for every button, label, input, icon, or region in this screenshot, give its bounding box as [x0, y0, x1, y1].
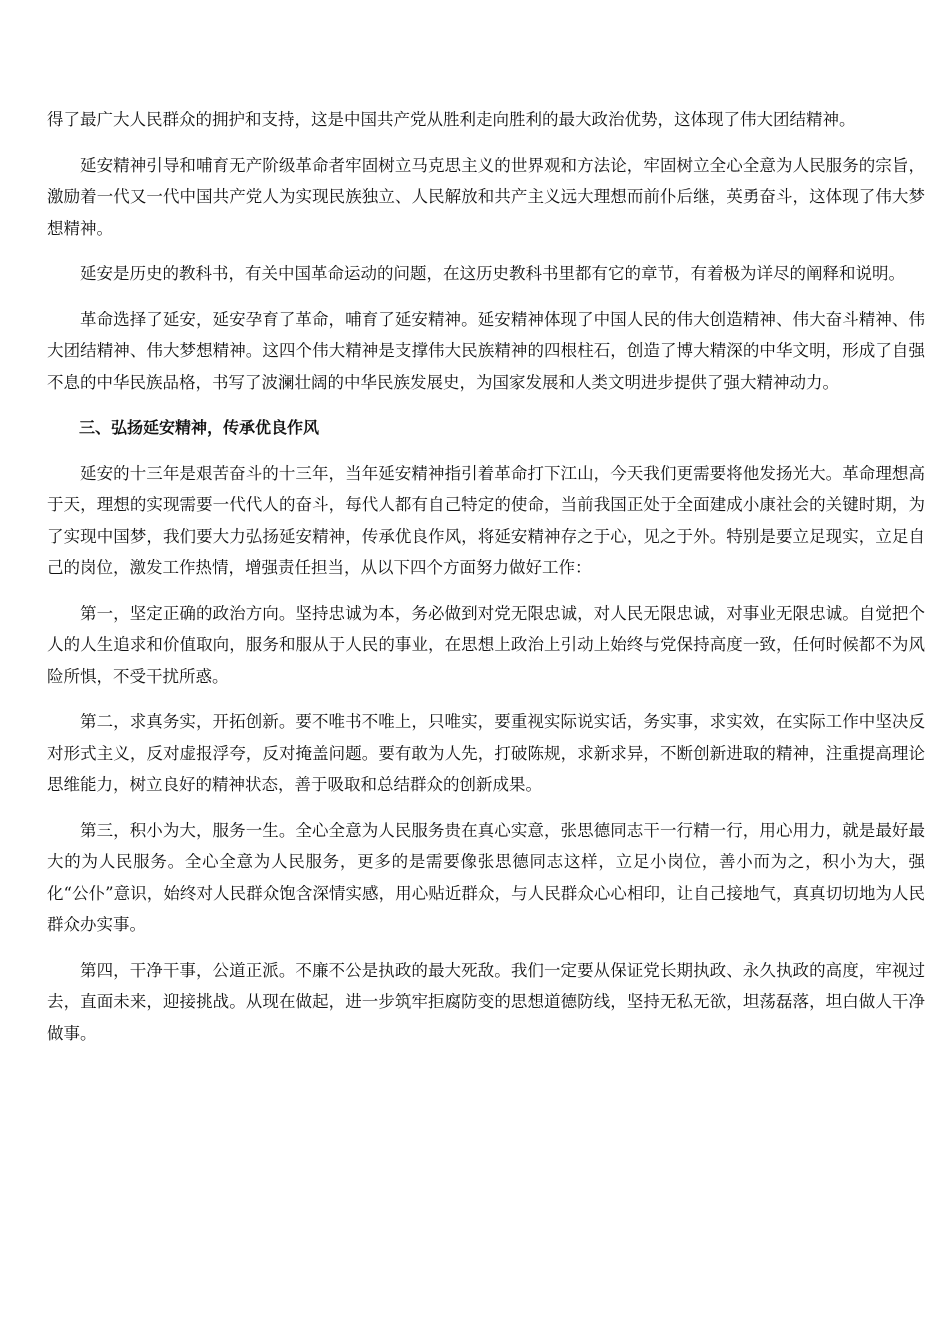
paragraph-point-four: 第四，干净干事，公道正派。不廉不公是执政的最大死敌。我们一定要从保证党长期执政、永久执政的高度，牢视过去，直面未来，迎接挑战。从现在做起，进一步筑牢拒腐防变的思想道德防线，坚持无私无欲，坦荡磊落，坦白做人干净做事。 [47, 960, 925, 1043]
paragraph-point-one: 第一，坚定正确的政治方向。坚持忠诚为本，务必做到对党无限忠诚，对人民无限忠诚，对事业无限忠诚。自觉把个人的人生追求和价值取向，服务和服从于人民的事业，在思想上政治上引动上始终与党保持高度一致，任何时候都不为风险所惧，不受干扰所惑。 [47, 603, 925, 686]
section-heading: 三、弘扬延安精神，传承优良作风 [79, 418, 320, 437]
paragraph-history-textbook: 延安是历史的教科书，有关中国革命运动的问题，在这历史教科书里都有它的章节，有着极为详尽的阐释和说明。 [80, 264, 905, 283]
paragraph-point-three: 第三，积小为大，服务一生。全心全意为人民服务贵在真心实意，张思德同志干一行精一行，用心用力，就是最好最大的为人民服务。全心全意为人民服务，更多的是需要像张思德同志这样，立足小岗位，善小而为之，积小为大，强化“公仆”意识，始终对人民群众饱含深情实感，用心贴近群众，与人民群众心心相印，让自己接地气，真真切切地为人民群众办实事。 [47, 820, 925, 934]
paragraph-dream-spirit: 延安精神引导和哺育无产阶级革命者牢固树立马克思主义的世界观和方法论，牢固树立全心全意为人民服务的宗旨，激励着一代又一代中国共产党人为实现民族独立、人民解放和共产主义远大理想而前仆后继，英勇奋斗，这体现了伟大梦想精神。 [47, 155, 925, 238]
paragraph-four-spirits: 革命选择了延安，延安孕育了革命，哺育了延安精神。延安精神体现了中国人民的伟大创造精神、伟大奋斗精神、伟大团结精神、伟大梦想精神。这四个伟大精神是支撑伟大民族精神的四根柱石，创造了博大精深的中华文明，形成了自强不息的中华民族品格，书写了波澜壮阔的中华民族发展史，为国家发展和人类文明进步提供了强大精神动力。 [47, 309, 925, 392]
paragraph-point-two: 第二，求真务实，开拓创新。要不唯书不唯上，只唯实，要重视实际说实话，务实事，求实效，在实际工作中坚决反对形式主义，反对虚报浮夸，反对掩盖问题。要有敢为人先，打破陈规，求新求异，不断创新进取的精神，注重提高理论思维能力，树立良好的精神状态，善于吸取和总结群众的创新成果。 [47, 712, 925, 794]
paragraph-thirteen-years: 延安的十三年是艰苦奋斗的十三年，当年延安精神指引着革命打下江山，今天我们更需要将他发扬光大。革命理想高于天，理想的实现需要一代代人的奋斗，每代人都有自己特定的使命，当前我国正处于全面建成小康社会的关键时期，为了实现中国梦，我们要大力弘扬延安精神，传承优良作风，将延安精神存之于心，见之于外。特别是要立足现实，立足自己的岗位，激发工作热情，增强责任担当，从以下四个方面努力做好工作： [47, 463, 925, 577]
paragraph-continuation: 得了最广大人民群众的拥护和支持，这是中国共产党从胜利走向胜利的最大政治优势，这体现了伟大团结精神。 [47, 110, 856, 129]
document-page [47, 104, 925, 1063]
